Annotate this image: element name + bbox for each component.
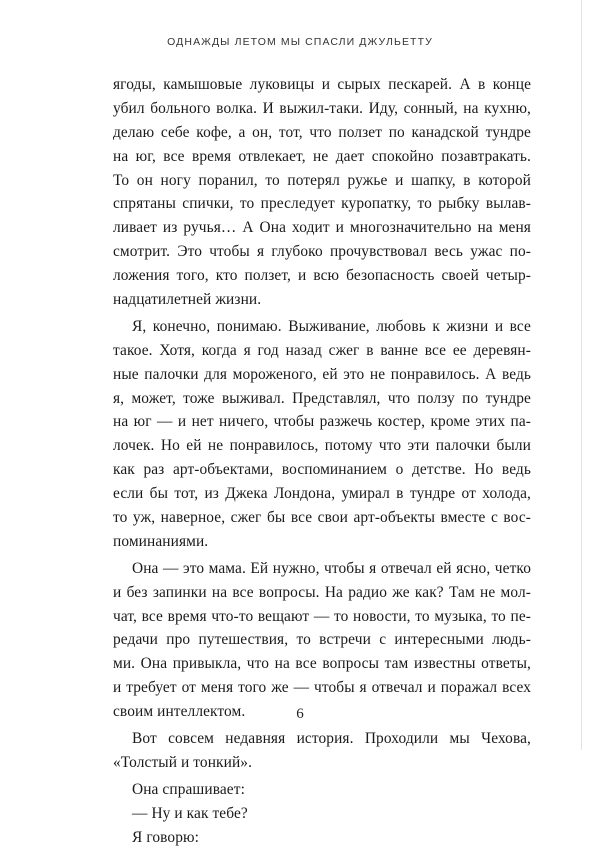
text-line: чат, все время что-то вещают — то новости, то музыка, то пе- <box>113 607 531 625</box>
text-line: Она спрашивает: <box>132 780 245 798</box>
page-number: 6 <box>296 706 304 722</box>
paragraph-3 <box>113 557 531 724</box>
text-line: такое. Хотя, когда я год назад сжег в ванне все ее деревян- <box>113 341 531 359</box>
paragraph-2 <box>113 315 531 554</box>
text-line: То он ногу поранил, то потерял ружье и шапку, в которой <box>113 171 531 189</box>
paragraph-4 <box>113 727 531 775</box>
running-head: ОДНАЖДЫ ЛЕТОМ МЫ СПАСЛИ ДЖУЛЬЕТТУ <box>167 36 433 48</box>
text-line: — Ну и как тебе? <box>132 804 248 822</box>
text-line: Вот совсем недавняя история. Проходили мы Чехова, <box>132 730 531 748</box>
text-line: и без запинки на все вопросы. На радио же как? Там не мол- <box>113 583 531 601</box>
text-line: я, может, тоже выживал. Представлял, что ползу по тундре <box>113 389 531 407</box>
text-line: своим интеллектом. <box>113 703 246 721</box>
page-edge-shadow <box>581 0 582 750</box>
text-line: Я, конечно, понимаю. Выживание, любовь к жизни и все <box>132 317 531 335</box>
text-line: поминаниями. <box>113 532 209 550</box>
text-line: редачи про путешествия, то встречи с интересными людь- <box>113 631 531 649</box>
text-line: лочек. Но ей не понравилось, потому что эти палочки были <box>113 437 531 455</box>
text-line: Я говорю: <box>132 828 199 846</box>
text-line: ложения того, кто ползет, и всю безопасность своей четыр- <box>113 267 531 285</box>
text-line: то уж, наверное, сжег бы все свои арт-объекты вместе с вос- <box>113 509 531 527</box>
text-line: на юг, все время отвлекает, не дает спокойно позавтракать. <box>113 147 531 165</box>
text-line: ливает из ручья… А Она ходит и многозначительно на меня <box>113 219 531 237</box>
text-line: смотрит. Это чтобы я глубоко прочувствовал весь ужас по- <box>113 243 531 261</box>
text-line: и требует от меня того же — чтобы я отвечал и поражал всех <box>113 679 531 697</box>
text-line: если бы тот, из Джека Лондона, умирал в тундре от холода, <box>113 485 531 503</box>
body-text <box>113 73 531 850</box>
text-line: «Толстый и тонкий». <box>113 753 253 771</box>
text-line: убил больного волка. И выжил-таки. Иду, сонный, на кухню, <box>113 99 531 117</box>
text-line: надцатилетней жизни. <box>113 291 262 309</box>
text-line: спрятаны спички, то преследует куропатку, то рыбку вылав- <box>113 195 531 213</box>
paragraph-6 <box>113 802 531 826</box>
text-line: на юг — и нет ничего, чтобы разжечь костер, кроме этих па- <box>113 413 531 431</box>
text-line: ягоды, камышовые луковицы и сырых пескарей. А в конце <box>113 76 531 93</box>
text-line: делаю себе кофе, а он, тот, что ползет по канадской тундре <box>113 123 531 141</box>
text-line: ные палочки для мороженого, ей это не понравилось. А ведь <box>113 365 531 383</box>
paragraph-7 <box>113 826 531 850</box>
paragraph-1 <box>113 73 531 312</box>
paragraph-5 <box>113 778 531 802</box>
text-line: Она — это мама. Ей нужно, чтобы я отвечал ей ясно, четко <box>132 559 531 577</box>
text-line: ми. Она привыкла, что на все вопросы там известны ответы, <box>113 655 531 673</box>
text-line: как раз арт-объектами, воспоминанием о детстве. Но ведь <box>113 461 531 479</box>
